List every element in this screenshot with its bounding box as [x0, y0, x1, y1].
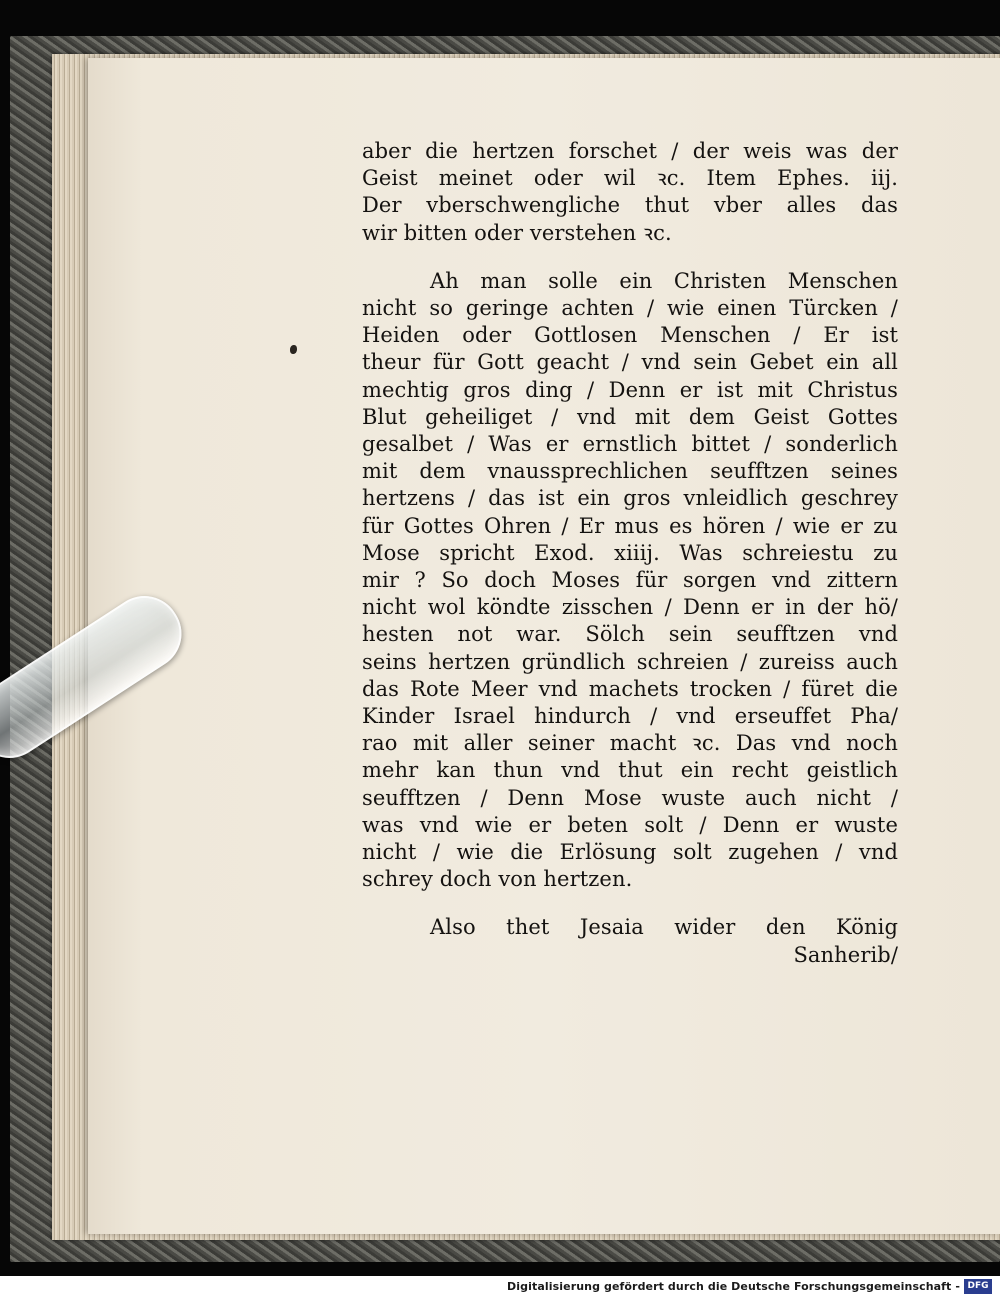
text-line: Der vberschwengliche thut vber alles das [362, 193, 898, 218]
paragraph-gap [362, 247, 898, 268]
text-line: wir bitten oder verstehen ꝛc. [362, 220, 672, 245]
dfg-logo-icon[interactable]: DFG [964, 1279, 992, 1294]
text-line: mit dem vnaussprechlichen seufftzen seines [362, 459, 898, 484]
text-line: nicht wol köndte zisschen / Denn er in der hö/ [362, 595, 898, 620]
text-line: seufftzen / Denn Mose wuste auch nicht / [362, 785, 898, 810]
paragraph-1 [362, 138, 898, 247]
paragraph-2 [362, 268, 898, 894]
text-line: mehr kan thun vnd thut ein recht geistlich [362, 758, 898, 783]
text-line: mir ? So doch Moses für sorgen vnd zittern [362, 568, 898, 593]
text-line: rao mit aller seiner macht ꝛc. Das vnd noch [362, 731, 898, 756]
text-line: Heiden oder Gottlosen Menschen / Er ist [362, 323, 898, 348]
text-line: Mose spricht Exod. xiiij. Was schreiestu zu [362, 540, 898, 565]
text-line: hesten not war. Sölch sein seufftzen vnd [362, 622, 898, 647]
text-line: Ah man solle ein Christen Menschen [430, 268, 898, 293]
paragraph-3 [362, 914, 898, 968]
text-line: das Rote Meer vnd machets trocken / füret die [362, 676, 898, 701]
text-line: für Gottes Ohren / Er mus es hören / wie er zu [362, 513, 898, 538]
text-line: was vnd wie er beten solt / Denn er wuste [362, 812, 898, 837]
text-line: schrey doch von hertzen. [362, 867, 633, 892]
page-text [362, 138, 898, 969]
text-line: theur für Gott geacht / vnd sein Gebet ein all [362, 350, 898, 375]
footer-credit: Digitalisierung gefördert durch die Deutsche Forschungsgemeinschaft - [507, 1280, 960, 1293]
ink-mark [290, 345, 297, 354]
text-line: Also thet Jesaia wider den König [430, 915, 898, 940]
text-line: Geist meinet oder wil ꝛc. Item Ephes. iij. [362, 166, 898, 191]
text-line: mechtig gros ding / Denn er ist mit Christus [362, 377, 898, 402]
text-line: nicht so geringe achten / wie einen Türcken / [362, 296, 898, 321]
footer-bar [0, 1276, 1000, 1299]
text-line: hertzens / das ist ein gros vnleidlich geschrey [362, 486, 898, 511]
text-line: seins hertzen gründlich schreien / zureiss auch [362, 649, 898, 674]
text-line: Kinder Israel hindurch / vnd erseuffet Pha/ [362, 704, 898, 729]
text-line: gesalbet / Was er ernstlich bittet / sonderlich [362, 432, 898, 457]
paragraph-gap [362, 893, 898, 914]
text-line: nicht / wie die Erlösung solt zugehen / vnd [362, 840, 898, 865]
catchword: Sanherib/ [793, 942, 898, 967]
text-line: Blut geheiliget / vnd mit dem Geist Gottes [362, 404, 898, 429]
text-line: aber die hertzen forschet / der weis was der [362, 139, 898, 163]
